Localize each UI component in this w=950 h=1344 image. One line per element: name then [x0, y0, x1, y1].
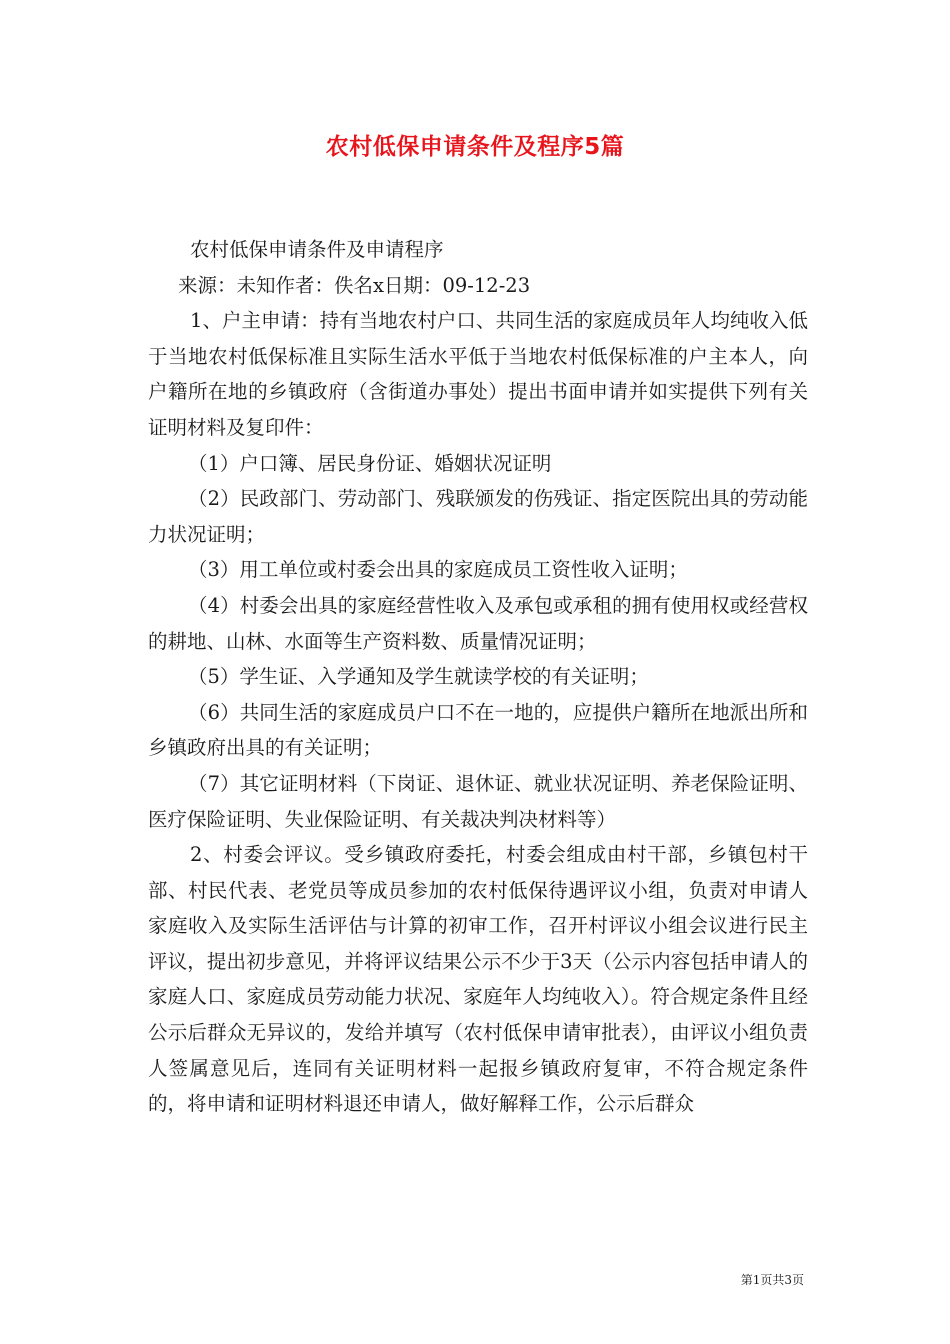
list-item-5: （5）学生证、入学通知及学生就读学校的有关证明； [188, 665, 649, 689]
document-body [148, 232, 808, 1122]
list-item-2: （2）民政部门、劳动部门、残联颁发的伤残证、指定医院出具的劳动能力状况证明； [148, 487, 808, 546]
list-item-4: （4）村委会出具的家庭经营性收入及承包或承租的拥有使用权或经营权的耕地、山林、水面等生产资料数、质量情况证明； [148, 593, 808, 653]
list-item-3: （3）用工单位或村委会出具的家庭成员工资性收入证明； [188, 558, 688, 582]
list-item-6: （6）共同生活的家庭成员户口不在一地的，应提供户籍所在地派出所和乡镇政府出具的有关证明； [148, 700, 808, 760]
source-meta: 来源：未知作者：佚名x日期：09-12-23 [178, 273, 531, 297]
document-title: 农村低保申请条件及程序5篇 [325, 134, 625, 160]
paragraph-2: 2、村委会评议。受乡镇政府委托，村委会组成由村干部，乡镇包村干部、村民代表、老党员等成员参加的农村低保待遇评议小组，负责对申请人家庭收入及实际生活评估与计算的初审工作，召开村评议小组会议进行民主评议，提出初步意见，并将评议结果公示不少于3天（公示内容包括申请人的家庭人口、家庭成员劳动能力状况、家庭年人均纯收入）。符合规定条件且经公示后群众无异议的，发给并填写（农村低保申请审批表），由评议小组负责人签属意见后，连同有关证明材料一起报乡镇政府复审，不符合规定条件的，将申请和证明材料退还申请人，做好解释工作，公示后群众 [148, 843, 808, 1116]
paragraph-1: 1、户主申请：持有当地农村户口、共同生活的家庭成员年人均纯收入低于当地农村低保标准且实际生活水平低于当地农村低保标准的户主本人，向户籍所在地的乡镇政府（含街道办事处）提出书面申请并如实提供下列有关证明材料及复印件： [148, 309, 808, 439]
section-heading: 农村低保申请条件及申请程序 [190, 238, 444, 261]
list-item-7: （7）其它证明材料（下岗证、退休证、就业状况证明、养老保险证明、医疗保险证明、失业保险证明、有关裁决判决材料等） [148, 771, 808, 831]
list-item-1: （1）户口簿、居民身份证、婚姻状况证明 [188, 451, 552, 475]
page-number: 第1页共3页 [740, 1273, 804, 1287]
